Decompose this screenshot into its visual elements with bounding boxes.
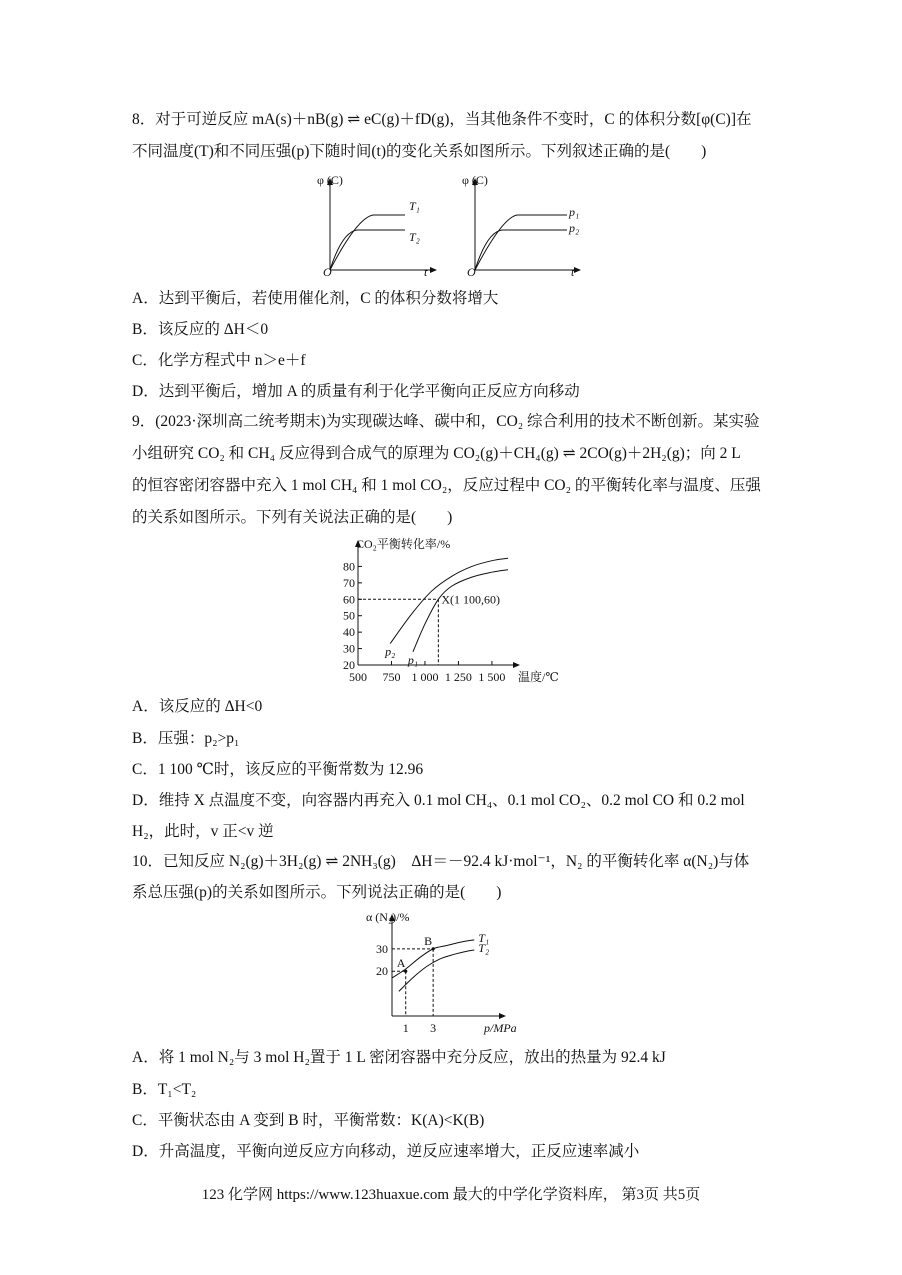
q8-right-label-p2: p₂ bbox=[569, 221, 580, 235]
q9-option-d-cont: H₂，此时，v 正<v 逆 bbox=[132, 823, 274, 840]
q9-y-tick-label: 40 bbox=[343, 625, 355, 640]
q10-y-tick-label: 20 bbox=[376, 964, 388, 979]
q8-option-c: C．化学方程式中 n＞e＋f bbox=[132, 352, 306, 369]
q9-x-tick-label: 1 000 bbox=[411, 670, 439, 684]
q10-option-d: D．升高温度，平衡向逆反应方向移动，逆反应速率增大，正反应速率减小 bbox=[132, 1143, 640, 1160]
q9-ylabel: CO₂平衡转化率/% bbox=[356, 537, 451, 551]
q9-line-3: 的恒容密闭容器中充入 1 mol CH₄ 和 1 mol CO₂，反应过程中 CO₂ 的平衡转化率与温度、压强 bbox=[132, 477, 761, 494]
q8-left-label-t2: T₂ bbox=[409, 230, 420, 244]
q8-left-origin: O bbox=[323, 265, 332, 279]
q8-figure bbox=[305, 170, 605, 285]
q9-option-d: D．维持 X 点温度不变，向容器内再充入 0.1 mol CH₄、0.1 mol CO₂、0.2 mol CO 和 0.2 mol bbox=[132, 792, 745, 809]
q10-series-2-line bbox=[396, 950, 474, 991]
q8-right-xlabel: t bbox=[571, 265, 575, 279]
q10-option-c: C．平衡状态由 A 变到 B 时，平衡常数：K(A)<K(B) bbox=[132, 1112, 485, 1129]
page-footer: 123 化学网 https://www.123huaxue.com 最大的中学化学资料库， 第3页 共5页 bbox=[201, 1187, 701, 1203]
q9-x-tick-label: 1 500 bbox=[478, 670, 506, 684]
q9-option-b: B．压强：p₂>p₁ bbox=[132, 730, 240, 747]
q9-line-4: 的关系如图所示。下列有关说法正确的是( ) bbox=[132, 509, 453, 526]
q9-x-arrow bbox=[513, 662, 520, 668]
q8-right-curve-p1 bbox=[475, 215, 567, 270]
q10-figure bbox=[360, 908, 540, 1043]
q9-x-tick-label: 1 250 bbox=[444, 670, 472, 684]
q8-right-x-arrow bbox=[574, 267, 581, 273]
q9-line-2: 小组研究 CO₂ 和 CH₄ 反应得到合成气的原理为 CO₂(g)＋CH₄(g) ⇌ 2CO(g)＋2H₂(g)；向 2 L bbox=[132, 445, 741, 462]
q10-ylabel: α (N₂)/% bbox=[366, 910, 410, 924]
q8-right-origin: O bbox=[467, 265, 476, 279]
q8-option-a: A．达到平衡后，若使用催化剂，C 的体积分数将增大 bbox=[132, 290, 499, 307]
q10-option-a: A．将 1 mol N₂与 3 mol H₂置于 1 L 密闭容器中充分反应，放出的热量为 92.4 kJ bbox=[132, 1049, 666, 1066]
q8-option-b: B．该反应的 ΔH＜0 bbox=[132, 321, 269, 338]
q9-figure bbox=[330, 534, 580, 691]
q10-series-1-label: T₁ bbox=[478, 930, 490, 945]
q8-line-2: 不同温度(T)和不同压强(p)下随时间(t)的变化关系如图所示。下列叙述正确的是( ) bbox=[132, 143, 707, 160]
q10-line-1: 10．已知反应 N₂(g)＋3H₂(g) ⇌ 2NH₃(g) ΔH＝－92.4 kJ·mol⁻¹，N₂ 的平衡转化率 α(N₂)与体 bbox=[132, 853, 750, 870]
q8-left-label-t1: T₁ bbox=[409, 199, 420, 213]
q10-x-tick-label: 1 bbox=[402, 1021, 409, 1035]
q9-x-tick-label: 750 bbox=[382, 670, 401, 684]
q9-y-tick-label: 20 bbox=[343, 658, 355, 672]
q10-series-2-label: T₂ bbox=[478, 940, 490, 955]
q10-point-B-label: B bbox=[424, 933, 433, 948]
q10-point-A-label: A bbox=[396, 956, 406, 971]
q8-left-x-arrow bbox=[430, 267, 437, 273]
q9-y-tick-label: 70 bbox=[343, 575, 355, 590]
q9-chart-svg bbox=[330, 534, 580, 686]
q9-line-1: 9．(2023·深圳高二统考期末)为实现碳达峰、碳中和，CO₂ 综合利用的技术不断创新。某实验 bbox=[132, 413, 760, 430]
q9-y-tick-label: 80 bbox=[343, 559, 355, 574]
q9-y-tick-label: 50 bbox=[343, 608, 355, 623]
q9-y-tick-label: 60 bbox=[343, 592, 355, 607]
q10-x-arrow bbox=[499, 1013, 506, 1019]
q8-option-d: D．达到平衡后，增加 A 的质量有利于化学平衡向正反应方向移动 bbox=[132, 383, 580, 400]
q8-left-xlabel: t bbox=[424, 265, 428, 279]
q9-point-x-label: X(1 100,60) bbox=[441, 592, 501, 607]
q10-chart-svg bbox=[360, 908, 540, 1038]
q8-charts-svg bbox=[305, 170, 605, 280]
q10-xlabel: p/MPa bbox=[484, 1021, 517, 1035]
q10-y-tick-label: 30 bbox=[376, 941, 388, 956]
q8-left-ylabel: φ (C) bbox=[317, 173, 343, 187]
q10-x-tick-label: 3 bbox=[430, 1021, 437, 1035]
q9-option-c: C．1 100 ℃时，该反应的平衡常数为 12.96 bbox=[132, 761, 424, 778]
q8-line-1: 8．对于可逆反应 mA(s)＋nB(g) ⇌ eC(g)＋fD(g)，当其他条件不变时，C 的体积分数[φ(C)]在 bbox=[132, 111, 752, 128]
q8-right-curve-p2 bbox=[475, 230, 567, 270]
q9-series-2-label: p₁ bbox=[407, 652, 419, 667]
q10-line-2: 系总压强(p)的关系如图所示。下列说法正确的是( ) bbox=[132, 884, 502, 901]
q9-y-tick-label: 30 bbox=[343, 641, 355, 656]
q9-series-2-line bbox=[413, 570, 508, 652]
q8-right-ylabel: φ (C) bbox=[462, 173, 488, 187]
q9-option-a: A．该反应的 ΔH<0 bbox=[132, 698, 263, 715]
q9-series-1-label: p₂ bbox=[385, 644, 396, 659]
q10-option-b: B．T₁<T₂ bbox=[132, 1081, 197, 1098]
q9-xlabel: 温度/℃ bbox=[518, 670, 559, 684]
q8-right-label-p1: p₁ bbox=[569, 205, 580, 219]
q9-x-tick-label: 500 bbox=[349, 670, 367, 684]
